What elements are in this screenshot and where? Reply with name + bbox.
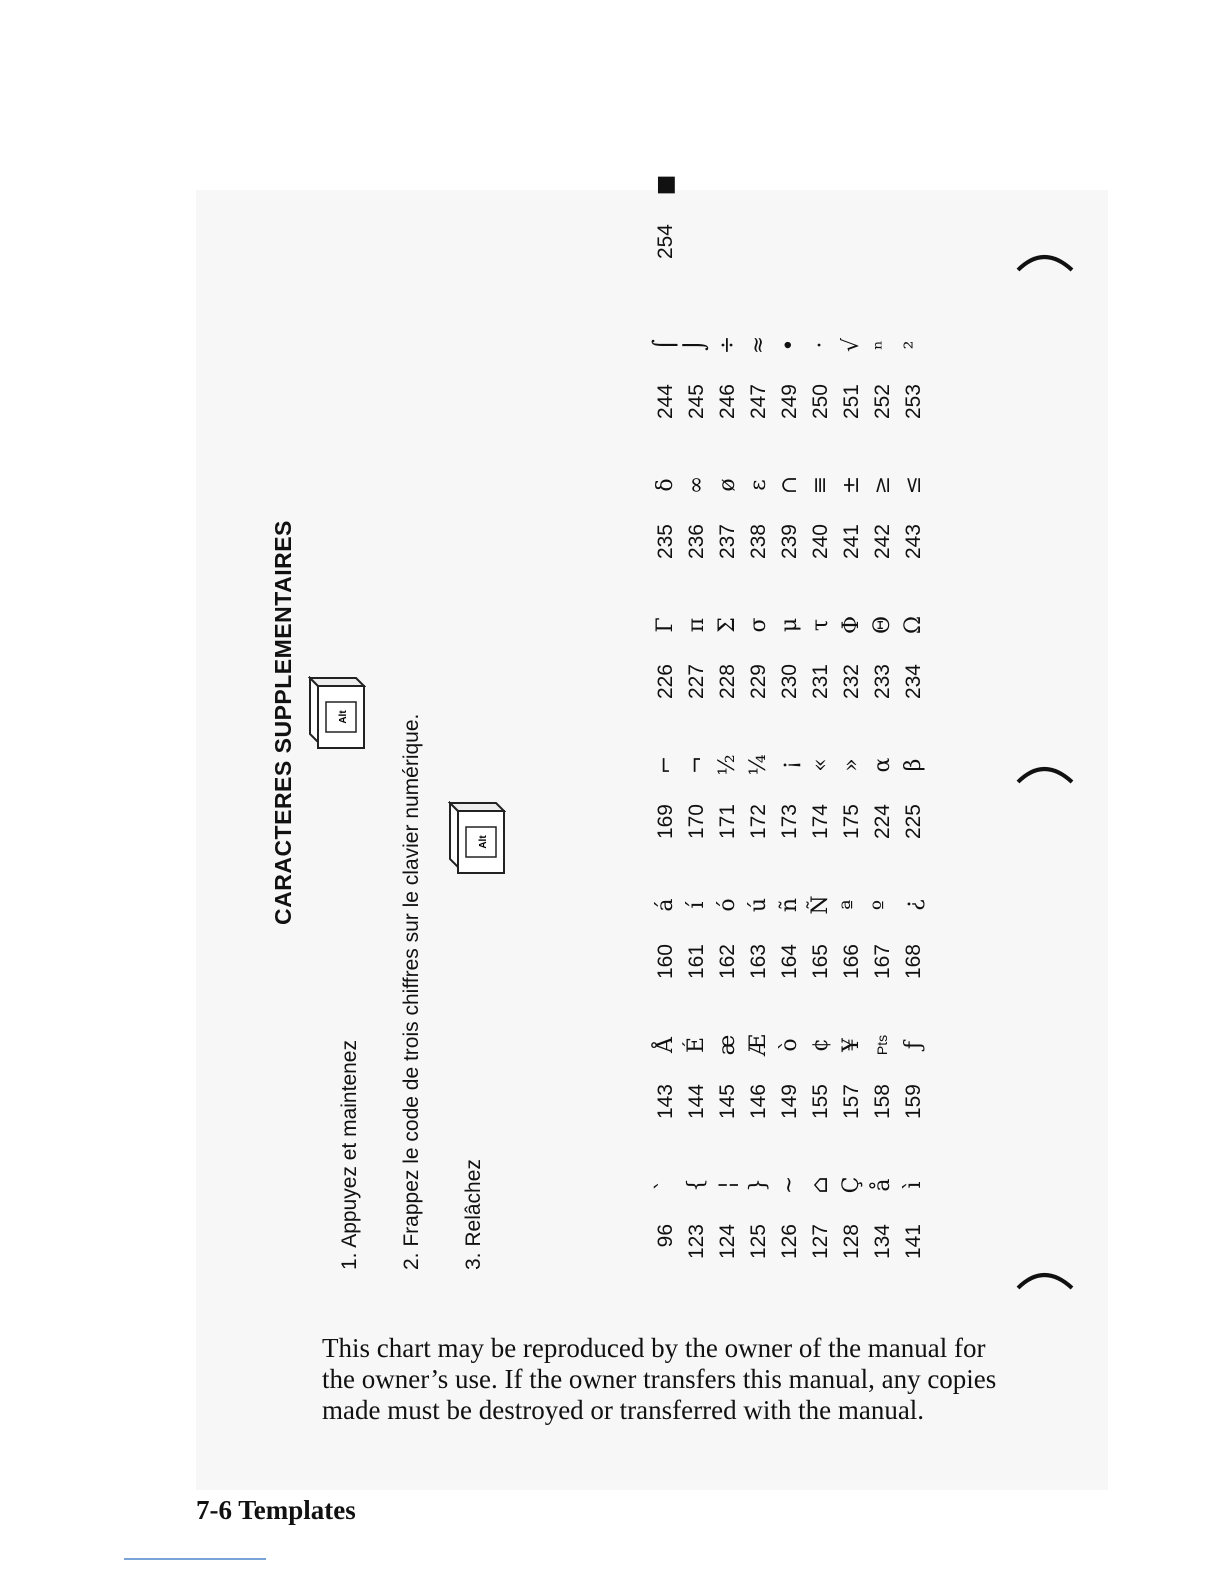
char-code: 237: [716, 524, 739, 560]
char-code: 231: [809, 664, 832, 700]
char-glyph: ≤: [901, 475, 926, 495]
table-cell: [836, 430, 867, 570]
char-code: 96: [654, 1224, 677, 1248]
char-code: 158: [871, 1084, 894, 1120]
char-code: 155: [809, 1084, 832, 1120]
table-cell: [774, 430, 805, 570]
char-code: 169: [654, 804, 677, 840]
char-glyph: ¢: [808, 1038, 833, 1052]
char-glyph: º: [870, 899, 895, 911]
alt-key-icon: [448, 801, 506, 875]
char-code: 236: [685, 524, 708, 560]
char-code: 241: [840, 524, 863, 560]
char-code: 227: [685, 664, 708, 700]
template-title: CARACTERES SUPPLEMENTAIRES: [270, 520, 296, 925]
table-cell: [681, 710, 712, 850]
table-cell: [898, 990, 929, 1130]
char-code: 254: [654, 224, 677, 260]
table-cell: [867, 850, 898, 990]
table-cell: [681, 990, 712, 1130]
reproduction-notice: This chart may be reproduced by the owner of the manual for the owner’s use. If the owner transfers this manual, any copies made must be destroyed or transferred with the manual.: [322, 1333, 997, 1425]
char-glyph: »: [839, 758, 864, 772]
char-glyph: δ: [653, 478, 678, 492]
table-column: [650, 290, 929, 430]
char-glyph: á: [653, 898, 678, 912]
char-glyph: å: [870, 1178, 895, 1192]
table-cell: [774, 290, 805, 430]
table-column: [650, 130, 681, 270]
char-code: 166: [840, 944, 863, 980]
char-glyph: ⌐: [653, 755, 678, 775]
char-glyph: π: [684, 617, 709, 633]
table-cell: [867, 990, 898, 1130]
char-glyph: β: [901, 758, 926, 772]
char-code: 167: [871, 944, 894, 980]
char-glyph: ∩: [777, 475, 802, 495]
table-cell: [836, 990, 867, 1130]
char-glyph: ²: [901, 340, 926, 350]
char-code: 174: [809, 804, 832, 840]
table-cell: [681, 850, 712, 990]
char-glyph: ø: [715, 478, 740, 492]
table-cell: [681, 430, 712, 570]
table-cell: [774, 850, 805, 990]
char-glyph: }: [746, 1178, 771, 1192]
char-glyph: σ: [746, 617, 771, 633]
table-cell: [712, 850, 743, 990]
page-footer: 7-6 Templates: [196, 1495, 356, 1525]
char-code: 225: [902, 804, 925, 840]
table-cell: [898, 430, 929, 570]
char-code: 240: [809, 524, 832, 560]
table-cell: [712, 1130, 743, 1270]
table-cell: [867, 710, 898, 850]
char-code: 245: [685, 384, 708, 420]
char-code: 172: [747, 804, 770, 840]
table-column: [650, 710, 929, 850]
char-code: 161: [685, 944, 708, 980]
char-glyph: {: [684, 1178, 709, 1192]
table-cell: [805, 850, 836, 990]
char-glyph: Ω: [901, 615, 926, 635]
char-code: 226: [654, 664, 677, 700]
char-glyph: ú: [746, 897, 771, 913]
char-glyph: α: [870, 757, 895, 773]
step-2: 2. Frappez le code de trois chiffres sur le clavier numérique.: [400, 713, 423, 1270]
char-glyph: ■: [653, 174, 678, 196]
table-cell: [650, 570, 681, 710]
alt-key-label-2: Alt: [478, 835, 489, 849]
char-glyph: ñ: [777, 897, 802, 913]
char-code: 234: [902, 664, 925, 700]
char-code: 230: [778, 664, 801, 700]
char-glyph: ¬: [684, 755, 709, 775]
char-code: 159: [902, 1084, 925, 1120]
table-cell: [805, 710, 836, 850]
char-glyph: ·: [808, 341, 833, 349]
char-glyph: ò: [777, 1038, 802, 1052]
character-code-table: [650, 174, 926, 1270]
table-cell: [650, 850, 681, 990]
table-cell: [836, 290, 867, 430]
table-cell: [650, 430, 681, 570]
char-glyph: í: [684, 901, 709, 909]
table-cell: [712, 290, 743, 430]
table-cell: [867, 1130, 898, 1270]
char-code: 251: [840, 384, 863, 420]
alt-key-icon: [308, 676, 366, 750]
table-cell: [836, 1130, 867, 1270]
table-cell: [805, 570, 836, 710]
table-cell: [650, 1130, 681, 1270]
char-code: 246: [716, 384, 739, 420]
char-code: 253: [902, 384, 925, 420]
char-code: 162: [716, 944, 739, 980]
char-code: 123: [685, 1224, 708, 1260]
char-code: 170: [685, 804, 708, 840]
char-glyph: ⌂: [808, 1176, 833, 1194]
char-glyph: τ: [808, 618, 833, 632]
table-cell: [836, 710, 867, 850]
char-code: 128: [840, 1224, 863, 1260]
binder-tab-mark: [1014, 1268, 1074, 1292]
char-code: 127: [809, 1224, 832, 1260]
char-glyph: ¥: [839, 1038, 864, 1052]
char-glyph: ¿: [901, 899, 926, 911]
char-code: 243: [902, 524, 925, 560]
char-glyph: √: [839, 337, 864, 353]
table-cell: [681, 570, 712, 710]
char-glyph: ƒ: [901, 1040, 926, 1050]
char-code: 235: [654, 524, 677, 560]
alt-key-label-1: Alt: [338, 710, 349, 724]
char-glyph: Pts: [874, 1034, 890, 1056]
char-code: 229: [747, 664, 770, 700]
table-cell: [743, 570, 774, 710]
char-glyph: Γ: [653, 617, 678, 633]
char-code: 160: [654, 944, 677, 980]
table-column: [650, 430, 929, 570]
char-code: 171: [716, 804, 739, 840]
char-glyph: ⌠: [653, 339, 678, 351]
table-cell: [898, 290, 929, 430]
char-glyph: ⌡: [684, 339, 709, 351]
char-glyph: ¡: [777, 760, 802, 770]
char-glyph: ó: [715, 898, 740, 912]
char-glyph: É: [684, 1036, 709, 1054]
table-cell: [650, 290, 681, 430]
char-code: 239: [778, 524, 801, 560]
table-cell: [774, 570, 805, 710]
step-1: 1. Appuyez et maintenez: [338, 1040, 361, 1270]
char-glyph: æ: [715, 1034, 740, 1056]
char-glyph: Σ: [715, 617, 740, 633]
table-cell: [681, 290, 712, 430]
table-cell: [898, 850, 929, 990]
table-cell: [650, 130, 681, 270]
char-glyph: Θ: [870, 615, 895, 635]
char-glyph: Å: [653, 1037, 678, 1053]
char-code: 124: [716, 1224, 739, 1260]
char-glyph: Ç: [839, 1176, 864, 1194]
table-column: [650, 850, 929, 990]
char-code: 233: [871, 664, 894, 700]
char-code: 252: [871, 384, 894, 420]
char-glyph: ¦: [715, 1181, 740, 1189]
table-cell: [867, 570, 898, 710]
char-glyph: ≡: [808, 475, 833, 495]
table-cell: [712, 570, 743, 710]
table-column: [650, 570, 929, 710]
char-code: 175: [840, 804, 863, 840]
char-code: 146: [747, 1084, 770, 1120]
rotated-template: [270, 174, 1080, 1270]
char-glyph: ½: [715, 754, 740, 776]
char-code: 247: [747, 384, 770, 420]
char-glyph: ∞: [684, 475, 709, 495]
char-glyph: •: [777, 338, 802, 352]
table-cell: [867, 290, 898, 430]
table-cell: [743, 710, 774, 850]
char-code: 164: [778, 944, 801, 980]
table-cell: [650, 710, 681, 850]
binder-tab-mark: [1014, 250, 1074, 274]
char-code: 165: [809, 944, 832, 980]
table-cell: [743, 1130, 774, 1270]
char-glyph: ¼: [746, 754, 771, 776]
char-glyph: μ: [777, 617, 802, 633]
char-glyph: ≈: [746, 335, 771, 355]
table-cell: [836, 850, 867, 990]
char-code: 141: [902, 1224, 925, 1260]
table-cell: [712, 710, 743, 850]
char-code: 232: [840, 664, 863, 700]
table-cell: [743, 990, 774, 1130]
table-cell: [836, 570, 867, 710]
char-code: 145: [716, 1084, 739, 1120]
table-cell: [712, 430, 743, 570]
char-glyph: ì: [901, 1181, 926, 1189]
table-cell: [898, 570, 929, 710]
char-glyph: Æ: [746, 1033, 771, 1057]
table-cell: [898, 710, 929, 850]
char-glyph: ≥: [870, 475, 895, 495]
table-cell: [712, 990, 743, 1130]
char-glyph: ±: [839, 475, 864, 495]
char-code: 168: [902, 944, 925, 980]
char-glyph: Ñ: [808, 895, 833, 915]
char-glyph: ÷: [715, 335, 740, 355]
table-cell: [805, 1130, 836, 1270]
table-column: [650, 1130, 929, 1270]
char-code: 244: [654, 384, 677, 420]
table-cell: [867, 430, 898, 570]
char-glyph: Φ: [839, 615, 864, 635]
char-code: 249: [778, 384, 801, 420]
char-code: 149: [778, 1084, 801, 1120]
char-code: 134: [871, 1224, 894, 1260]
table-cell: [681, 1130, 712, 1270]
table-cell: [743, 290, 774, 430]
char-code: 125: [747, 1224, 770, 1260]
char-code: 126: [778, 1224, 801, 1260]
char-code: 224: [871, 804, 894, 840]
char-code: 157: [840, 1084, 863, 1120]
footer-rule: [124, 1558, 266, 1560]
char-glyph: ⁿ: [870, 340, 895, 350]
table-cell: [743, 430, 774, 570]
char-code: 238: [747, 524, 770, 560]
step-3: 3. Relâchez: [462, 1159, 485, 1270]
char-glyph: ª: [839, 899, 864, 911]
binder-tab-mark: [1014, 762, 1074, 786]
table-cell: [650, 990, 681, 1130]
table-cell: [774, 1130, 805, 1270]
table-cell: [774, 990, 805, 1130]
char-code: 144: [685, 1084, 708, 1120]
char-code: 173: [778, 804, 801, 840]
table-cell: [805, 990, 836, 1130]
char-code: 163: [747, 944, 770, 980]
char-code: 250: [809, 384, 832, 420]
char-code: 242: [871, 524, 894, 560]
char-code: 228: [716, 664, 739, 700]
table-column: [650, 990, 929, 1130]
char-glyph: ~: [777, 1175, 802, 1195]
char-glyph: «: [808, 758, 833, 772]
table-cell: [805, 430, 836, 570]
table-cell: [898, 1130, 929, 1270]
table-cell: [743, 850, 774, 990]
char-code: 143: [654, 1084, 677, 1120]
table-cell: [774, 710, 805, 850]
table-cell: [805, 290, 836, 430]
char-glyph: ε: [746, 479, 771, 491]
char-glyph: `: [653, 1179, 678, 1191]
